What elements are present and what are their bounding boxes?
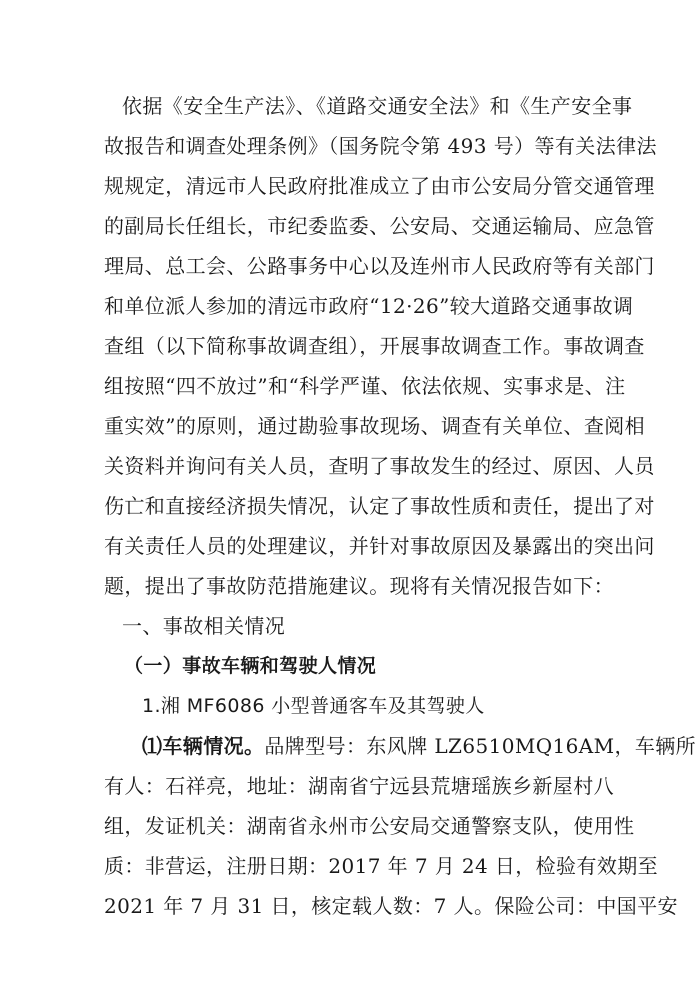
vehicle-line-2: 有人：石祥亮，地址：湖南省宁远县荒塘瑶族乡新屋村八	[104, 774, 614, 798]
intro-line-12: 有关责任人员的处理建议，并针对事故原因及暴露出的突出问	[104, 534, 655, 558]
vehicle-line-1	[142, 732, 697, 760]
intro-line-3: 规规定，清远市人民政府批准成立了由市公安局分管交通管理	[104, 174, 655, 198]
intro-line-4: 的副局长任组长，市纪委监委、公安局、交通运输局、应急管	[104, 214, 655, 238]
intro-line-9: 重实效”的原则，通过勘验事故现场、调查有关单位、查阅相	[104, 414, 646, 438]
intro-line-7: 查组（以下简称事故调查组），开展事故调查工作。事故调查	[104, 334, 645, 358]
intro-line-8: 组按照“四不放过”和“科学严谨、依法依规、实事求是、注	[104, 374, 626, 398]
vehicle-line-3: 组，发证机关：湖南省永州市公安局交通警察支队，使用性	[104, 814, 635, 838]
vehicle-label: ⑴车辆情况。	[142, 734, 265, 758]
intro-line-11: 伤亡和直接经济损失情况，认定了事故性质和责任，提出了对	[104, 494, 655, 518]
intro-line-5: 理局、总工会、公路事务中心以及连州市人民政府等有关部门	[104, 254, 655, 278]
intro-line-6: 和单位派人参加的清远市政府“12·26”较大道路交通事故调	[104, 294, 634, 318]
vehicle-line-1-text: 品牌型号：东风牌 LZ6510MQ16AM，车辆所	[264, 734, 697, 758]
section-heading: 一、事故相关情况	[122, 614, 286, 638]
subsection-heading: （一）事故车辆和驾驶人情况	[124, 655, 377, 677]
intro-line-13: 题，提出了事故防范措施建议。现将有关情况报告如下：	[104, 574, 614, 598]
intro-line-2: 故报告和调查处理条例》（国务院令第 493 号）等有关法律法	[104, 134, 657, 158]
vehicle-line-5: 2021 年 7 月 31 日，核定载人数：7 人。保险公司：中国平安	[104, 894, 678, 918]
vehicle-line-4: 质：非营运，注册日期：2017 年 7 月 24 日，检验有效期至	[104, 854, 659, 878]
item-heading: 1.湘 MF6086 小型普通客车及其驾驶人	[142, 695, 485, 717]
intro-line-1: 依据《安全生产法》、《道路交通安全法》和《生产安全事	[122, 94, 633, 118]
intro-line-10: 关资料并询问有关人员，查明了事故发生的经过、原因、人员	[104, 454, 655, 478]
